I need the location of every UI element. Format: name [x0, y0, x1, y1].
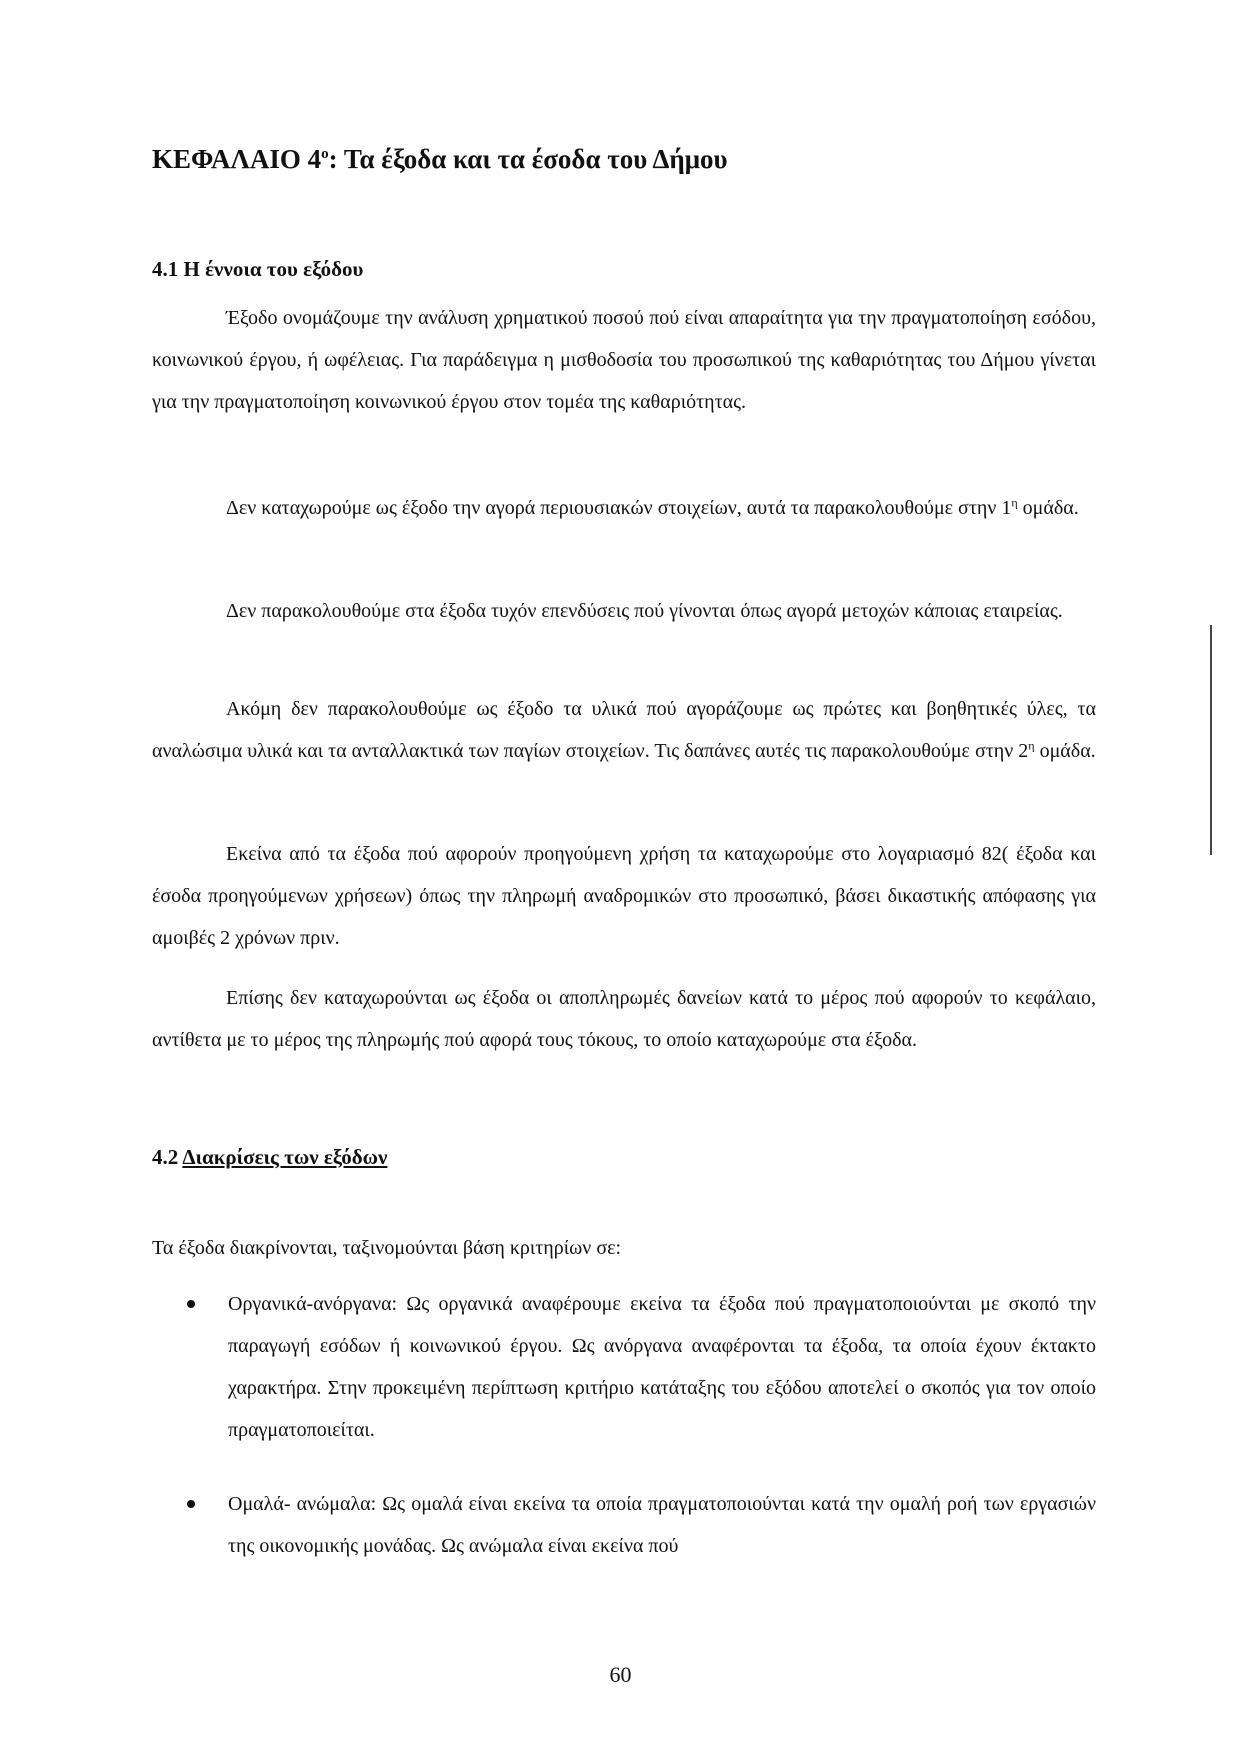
chapter-title: : Τα έξοδα και τα έσοδα του Δήμου: [328, 144, 728, 174]
paragraph-investments: Δεν παρακολουθούμε στα έξοδα τυχόν επενδύσεις πού γίνονται όπως αγορά μετοχών κάποιας εταιρείας.: [226, 600, 1063, 622]
paragraph-text: Δεν καταχωρούμε ως έξοδο την αγορά περιουσιακών στοιχείων, αυτά τα παρακολουθούμε στην 1: [226, 497, 1012, 519]
chapter-prefix: ΚΕΦΑΛΑΙΟ 4: [152, 144, 322, 174]
section-title: Η έννοια του εξόδου: [183, 257, 364, 281]
ordinal-sup: η: [1028, 738, 1035, 753]
list-item-text: Ομαλά- ανώμαλα: Ως ομαλά είναι εκείνα τα οποία πραγματοποιούνται κατά την ομαλή ροή των εργασιών της οικονομικής μονάδας. Ως ανώμαλα είναι εκείνα πού: [228, 1493, 1096, 1557]
paragraph-expense-definition: Έξοδο ονομάζουμε την ανάλυση χρηματικού ποσού πού είναι απαραίτητα για την πραγματοποίηση εσόδου, κοινωνικού έργου, ή ωφέλειας. Για παράδειγμα η μισθοδοσία του προσωπικού της καθαριότητας του Δήμου γίνεται για την πραγματοποίηση κοινωνικού έργου στον τομέα της καθαριότητας.: [152, 307, 1096, 413]
paragraph-text: ομάδα.: [1034, 740, 1096, 762]
bullet-icon: [187, 1500, 195, 1508]
page-number: 60: [609, 1662, 632, 1687]
paragraph-assets: [152, 487, 1096, 529]
list-item: [152, 1483, 1096, 1567]
margin-scan-line: [1210, 625, 1212, 855]
section-title: Διακρίσεις των εξόδων: [182, 1145, 388, 1169]
ordinal-sup: η: [1011, 495, 1018, 510]
section-heading-4-2: [152, 1145, 387, 1170]
paragraph-materials: [152, 688, 1096, 772]
classification-intro: Τα έξοδα διακρίνονται, ταξινομούνται βάση κριτηρίων σε:: [152, 1237, 622, 1259]
paragraph-previous-use: Εκείνα από τα έξοδα πού αφορούν προηγούμενη χρήση τα καταχωρούμε στο λογαριασμό 82( έξοδα και έσοδα προηγούμενων χρήσεων) όπως την πληρωμή αναδρομικών στο προσωπικό, βάσει δικαστικής απόφασης για αμοιβές 2 χρόνων πριν.: [152, 843, 1096, 949]
bullet-icon: [187, 1300, 195, 1308]
list-item-text: Οργανικά-ανόργανα: Ως οργανικά αναφέρουμε εκείνα τα έξοδα πού πραγματοποιούνται με σκοπό την παραγωγή εσόδων ή κοινωνικού έργου. Ως ανόργανα αναφέρονται τα έξοδα, τα οποία έχουν έκτακτο χαρακτήρα. Στην προκειμένη περίπτωση κριτήριο κατάταξης του εξόδου αποτελεί ο σκοπός για τον οποίο πραγματοποιείται.: [228, 1293, 1096, 1441]
paragraph-loan-repayments: Επίσης δεν καταχωρούνται ως έξοδα οι αποπληρωμές δανείων κατά το μέρος πού αφορούν το κεφάλαιο, αντίθετα με το μέρος της πληρωμής πού αφορά τους τόκους, το οποίο καταχωρούμε στα έξοδα.: [152, 987, 1096, 1051]
section-number: 4.2: [152, 1145, 179, 1169]
list-item: [152, 1283, 1096, 1451]
paragraph-text: ομάδα.: [1017, 497, 1079, 519]
chapter-heading: [152, 144, 728, 175]
paragraph-text: Ακόμη δεν παρακολουθούμε ως έξοδο τα υλικά πού αγοράζουμε ως πρώτες και βοηθητικές ύλες, τα αναλώσιμα υλικά και τα ανταλλακτικά των παγίων στοιχείων. Τις δαπάνες αυτές τις παρακολουθούμε στην 2: [152, 698, 1096, 762]
section-heading-4-1: [152, 257, 363, 282]
chapter-ordinal-sup: ο: [321, 146, 329, 162]
section-number: 4.1: [152, 257, 179, 281]
classification-list: [152, 1283, 1096, 1599]
